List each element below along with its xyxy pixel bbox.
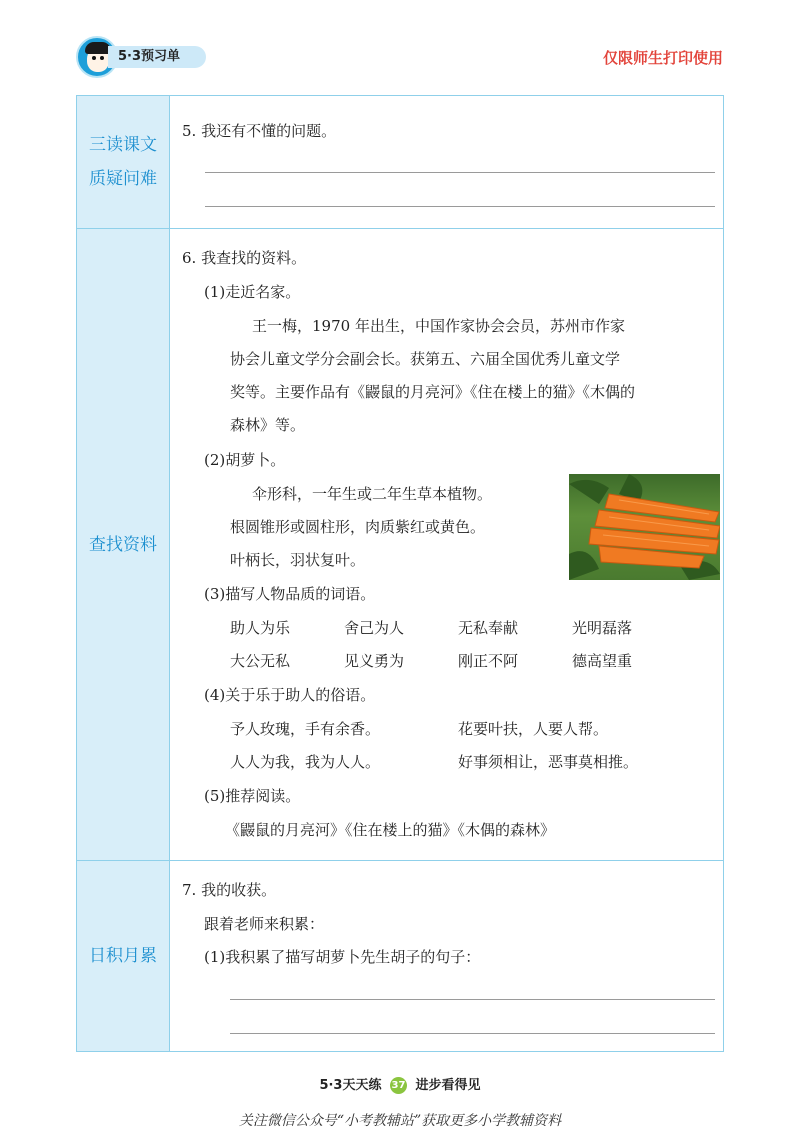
answer-line[interactable] (230, 1033, 715, 1034)
page-footer (0, 1074, 800, 1094)
carrot-photo (569, 474, 720, 580)
intro-text: 跟着老师来积累： (204, 915, 325, 933)
subsection-title: (1)走近名家。 (204, 283, 301, 301)
subsection-title: (5)推荐阅读。 (204, 787, 301, 805)
saying: 好事须相让，恶事莫相推。 (458, 753, 639, 771)
subsection-title: (3)描写人物品质的词语。 (204, 585, 376, 603)
section-accumulate-row (77, 861, 723, 1051)
idiom-word: 大公无私 (230, 652, 291, 670)
question-5: 5. 我还有不懂的问题。 (182, 122, 337, 140)
answer-line[interactable] (230, 999, 715, 1000)
author-bio-line: 协会儿童文学分会副会长。获第五、六届全国优秀儿童文学 (230, 350, 621, 368)
question-7: 7. 我的收获。 (182, 881, 277, 899)
idiom-word: 舍己为人 (344, 619, 405, 637)
author-bio-line: 森林》等。 (230, 416, 306, 434)
saying: 人人为我，我为人人。 (230, 753, 381, 771)
series-label: 5·3预习单 (108, 46, 206, 68)
recommended-books: 《鼹鼠的月亮河》《住在楼上的猫》《木偶的森林》 (225, 821, 556, 839)
worksheet-table (76, 95, 724, 1052)
author-bio-line: 王一梅，1970 年出生，中国作家协会会员，苏州市作家 (252, 317, 625, 335)
footer-slogan: 进步看得见 (415, 1078, 481, 1093)
section-label-line2: 质疑问难 (89, 169, 157, 189)
idiom-word: 德高望重 (572, 652, 633, 670)
saying: 予人玫瑰，手有余香。 (230, 720, 381, 738)
idiom-word: 光明磊落 (572, 619, 633, 637)
subsection-title: (1)我积累了描写胡萝卜先生胡子的句子： (204, 948, 481, 966)
section-content (170, 861, 723, 1051)
section-content (170, 96, 723, 228)
carrot-description-line: 叶柄长，羽状复叶。 (230, 551, 366, 569)
subsection-title: (4)关于乐于助人的俗语。 (204, 686, 376, 704)
section-label: 查找资料 (77, 229, 170, 860)
footer-series: 5·3天天练 (319, 1078, 382, 1093)
bottom-note: 关注微信公众号“小考教辅站”获取更多小学教辅资料 (238, 1113, 562, 1129)
section-question-row (77, 96, 723, 229)
restriction-notice: 仅限师生打印使用 (602, 49, 723, 67)
carrot-description-line: 伞形科，一年生或二年生草本植物。 (252, 485, 493, 503)
question-6: 6. 我查找的资料。 (182, 249, 307, 267)
answer-line[interactable] (205, 172, 715, 173)
page-header (0, 0, 800, 90)
subsection-title: (2)胡萝卜。 (204, 451, 286, 469)
carrot-description-line: 根圆锥形或圆柱形，肉质紫红或黄色。 (230, 518, 486, 536)
answer-line[interactable] (205, 206, 715, 207)
idiom-word: 刚正不阿 (458, 652, 519, 670)
page-number: 37 (390, 1077, 407, 1094)
section-label (77, 96, 170, 228)
saying: 花要叶扶，人要人帮。 (458, 720, 609, 738)
section-content (170, 229, 723, 860)
idiom-word: 无私奉献 (458, 619, 519, 637)
section-research-row (77, 229, 723, 861)
section-label: 日积月累 (77, 861, 170, 1051)
author-bio-line: 奖等。主要作品有《鼹鼠的月亮河》《住在楼上的猫》《木偶的 (230, 383, 636, 401)
idiom-word: 助人为乐 (230, 619, 291, 637)
idiom-word: 见义勇为 (344, 652, 405, 670)
section-label-line1: 三读课文 (89, 135, 157, 155)
